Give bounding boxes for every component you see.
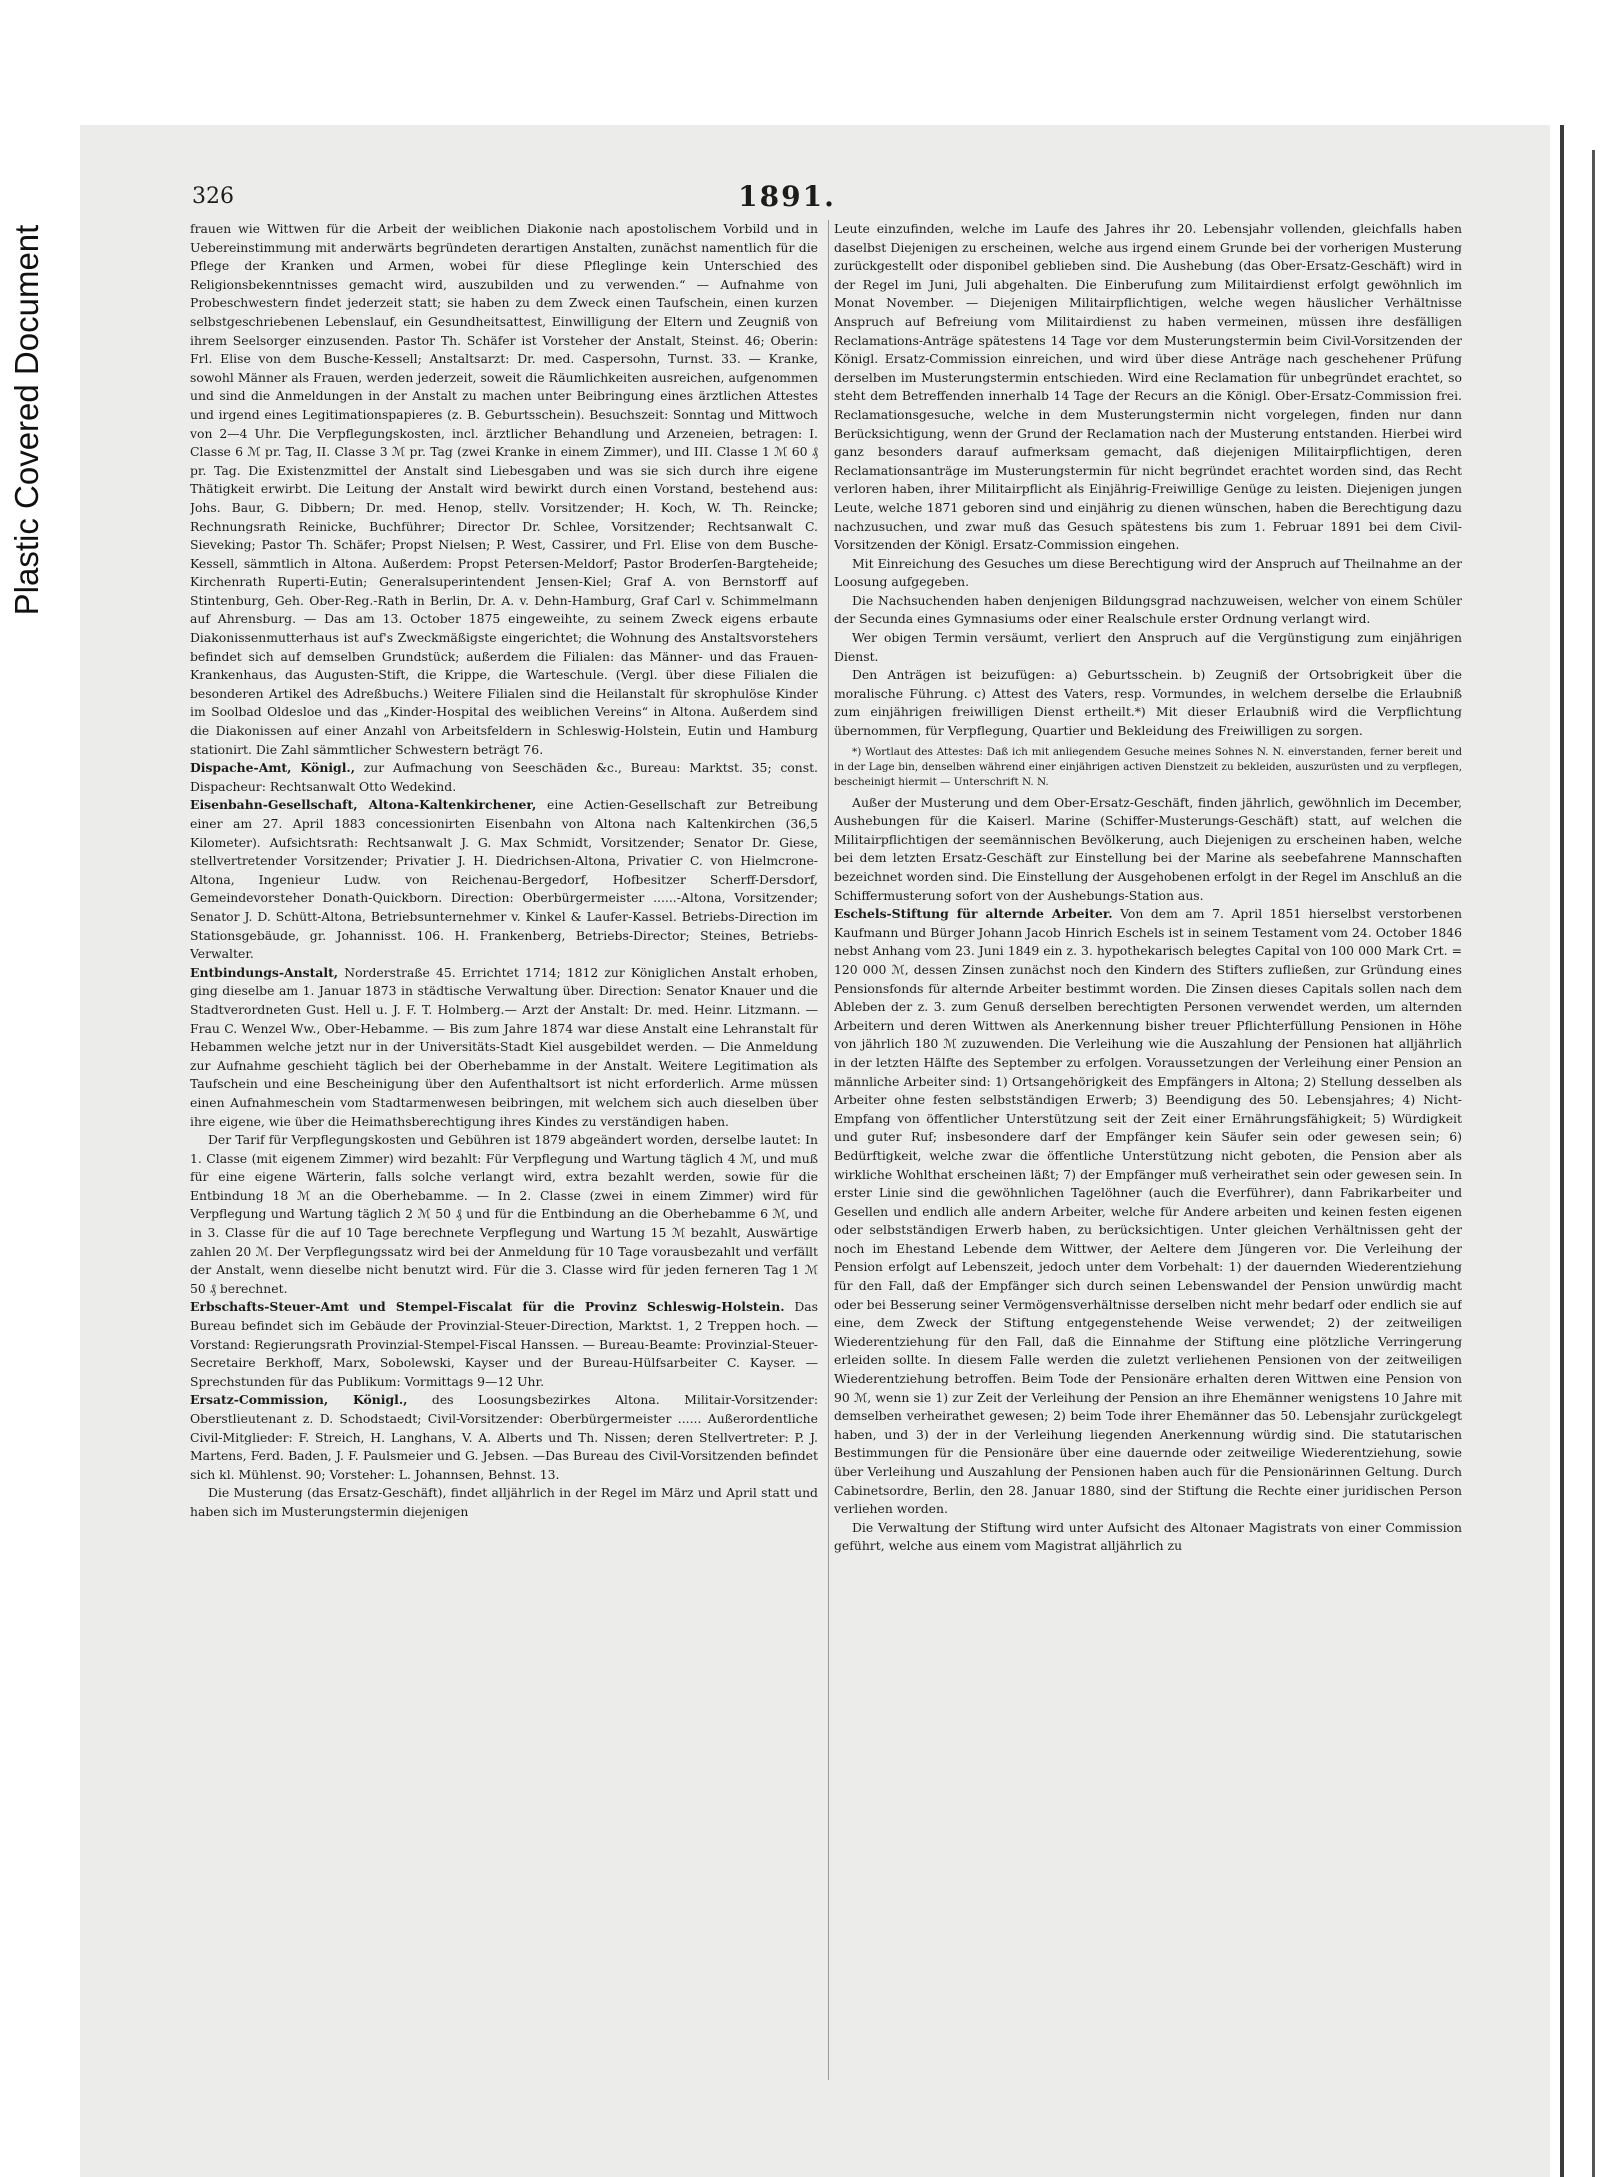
page-year: 1891. bbox=[738, 180, 836, 213]
page-edge bbox=[1560, 125, 1564, 2177]
paragraph: Außer der Musterung und dem Ober-Ersatz-Geschäft, finden jährlich, gewöhnlich im December, Aushebungen für die Kaiserl. Marine (Schiffer-Musterungs-Geschäft) statt, auf welchen die Militairpflichtigen der seemännischen Bevölkerung, auch Diejenigen zu erscheinen haben, welche bei dem letzten Ersatz-Geschäft zur Einstellung bei der Marine als seebefahrene Mannschaften bezeichnet worden sind. Die Einstellung der Ausgehobenen erfolgt in der Regel im Anschluß an die Schiffermusterung sofort von der Aushebungs-Station aus. bbox=[834, 794, 1462, 903]
paragraph: Die Nachsuchenden haben denjenigen Bildungsgrad nachzuweisen, welcher von einem Schüler der Secunda eines Gymnasiums oder einer Realschule erster Ordnung verlangt wird. bbox=[834, 592, 1462, 627]
page-edge-secondary bbox=[1592, 150, 1595, 2177]
side-label: Plastic Covered Document bbox=[8, 224, 45, 616]
entry-title: Ersatz-Commission, Königl., bbox=[190, 1392, 408, 1408]
entry-eisenbahn bbox=[190, 796, 818, 963]
entry-text: zur Aufmachung von Seeschäden &c., Bureau: Marktst. 35; const. Dispacheur: Rechtsanwalt Otto Wedekind. bbox=[190, 760, 818, 794]
footnote: *) Wortlaut des Attestes: Daß ich mit anliegendem Gesuche meines Sohnes N. N. einverstanden, ferner bereit und in der Lage bin, denselben während einer einjährigen activen Dienstzeit zu bekleiden, auszurüsten und zu verpflegen, bescheinigt hiermit — Unterschrift N. N. bbox=[834, 745, 1462, 788]
paragraph: frauen wie Wittwen für die Arbeit der weiblichen Diakonie nach apostolischem Vorbild und in Uebereinstimmung mit anderwärts begründeten derartigen Anstalten, zunächst namentlich für die Pflege der Kranken und Armen, wobei für diese Pfleglinge kein Unterschied des Religionsbekenntnisses gemacht wird, auszubilden und zu verwenden.“ — Aufnahme von Probeschwestern findet jederzeit statt; sie haben zu dem Zweck einen Taufschein, einen kurzen selbstgeschriebenen Lebenslauf, ein Gesundheitsattest, Einwilligung der Eltern und Zeugniß von ihrem Seelsorger einzusenden. Pastor Th. Schäfer ist Vorsteher der Anstalt, Steinst. 46; Oberin: Frl. Elise von dem Busche-Kessell; Anstaltsarzt: Dr. med. Caspersohn, Turnst. 33. — Kranke, sowohl Männer als Frauen, werden jederzeit, soweit die Räumlichkeiten ausreichen, aufgenommen und sind die Anmeldungen in der Anstalt zu machen unter Beibringung eines ärztlichen Attestes und irgend eines Legitimationspapieres (z. B. Geburtsschein). Besuchszeit: Sonntag und Mittwoch von 2—4 Uhr. Die Verpflegungskosten, incl. ärztlicher Behandlung und Arzeneien, betragen: I. Classe 6 ℳ pr. Tag, II. Classe 3 ℳ pr. Tag (zwei Kranke in einem Zimmer), und III. Classe 1 ℳ 60 ₰ pr. Tag. Die Existenzmittel der Anstalt sind Liebesgaben und was sie sich durch ihre eigene Thätigkeit erwirbt. Die Leitung der Anstalt wird bewirkt durch einen Vorstand, bestehend aus: Johs. Baur, G. Dibbern; Dr. med. Henop, stellv. Vorsitzender; H. Koch, W. Th. Reincke; Rechnungsrath Reinicke, Buchführer; Director Dr. Schlee, Vorsitzender; Rechtsanwalt C. Sieveking; Pastor Th. Schäfer; Propst Nielsen; P. West, Cassirer, und Frl. Elise von dem Busche-Kessell, sämmtlich in Altona. Außerdem: Propst Petersen-Meldorf; Pastor Broderſen-Bargteheide; Kirchenrath Ruperti-Eutin; Generalsuperintendent Jensen-Kiel; Graf A. von Bernstorff auf Stintenburg, Geh. Ober-Reg.-Rath in Berlin, Dr. A. v. Dehn-Hamburg, Graf Carl v. Schimmelmann auf Ahrensburg. — Das am 13. October 1875 eingeweihte, zu seinem Zweck eigens erbaute Diakonissenmutterhaus ist auf's Zweckmäßigste eingerichtet; die Wohnung des Anstaltsvorstehers befindet sich auf demselben Grundstück; außerdem die Filialen: das Männer- und das Frauen-Krankenhaus, das Augusten-Stift, die Krippe, die Warteschule. (Vergl. über diese Filialen die besonderen Artikel des Adreßbuchs.) Weitere Filialen sind die Heilanstalt für skrophulöse Kinder im Soolbad Oldesloe und das „Kinder-Hospital des weiblichen Vereins“ in Altona. Außerdem sind die Diakonissen auf einer Anzahl von Arbeitsfeldern in Schleswig-Holstein, Eutin und Hamburg stationirt. Die Zahl sämmtlicher Schwestern beträgt 76. bbox=[190, 221, 818, 757]
entry-eschels bbox=[834, 905, 1462, 1519]
entry-entbindung bbox=[190, 964, 818, 1131]
entry-dispache bbox=[190, 759, 818, 796]
paragraph: Die Verwaltung der Stiftung wird unter Aufsicht des Altonaer Magistrats von einer Commission geführt, welche aus einem vom Magistrat alljährlich zu bbox=[834, 1519, 1462, 1554]
paragraph: Den Anträgen ist beizufügen: a) Geburtsschein. b) Zeugniß der Ortsobrigkeit über die moralische Führung. c) Attest des Vaters, resp. Vormundes, in welchem derselbe die Erlaubniß zum einjährigen freiwilligen Dienst ertheilt.*) Mit dieser Erlaubniß wird die Verpflichtung übernommen, für Verpflegung, Quartier und Bekleidung des Freiwilligen zu sorgen. bbox=[834, 667, 1462, 739]
paragraph: Wer obigen Termin versäumt, verliert den Anspruch auf die Vergünstigung zum einjährigen Dienst. bbox=[834, 630, 1462, 664]
entry-title: Erbschafts-Steuer-Amt und Stempel-Fiscalat für die Provinz Schleswig-Holstein. bbox=[190, 1299, 785, 1315]
right-column bbox=[834, 220, 1462, 2085]
entry-erbschaft bbox=[190, 1298, 818, 1391]
paragraph: Leute einzufinden, welche im Laufe des Jahres ihr 20. Lebensjahr vollenden, gleichfalls haben daselbst Diejenigen zu erscheinen, welche aus irgend einem Grunde bei der vorherigen Musterung zurückgestellt oder disponibel geblieben sind. Die Aushebung (das Ober-Ersatz-Geschäft) wird in der Regel im Juni, Juli abgehalten. Die Einberufung zum Militairdienst erfolgt gewöhnlich im Monat November. — Diejenigen Militairpflichtigen, welche wegen häuslicher Verhältnisse Anspruch auf Befreiung vom Militairdienst zu haben vermeinen, müssen ihre desfälligen Reclamations-Anträge spätestens 14 Tage vor dem Musterungstermin beim Civil-Vorsitzenden der Königl. Ersatz-Commission einreichen, und wird über diese Anträge nach geschehener Prüfung derselben im Musterungstermin entschieden. Wird eine Reclamation für unbegründet erachtet, so steht dem Betreffenden innerhalb 14 Tage der Recurs an die Königl. Ober-Ersatz-Commission frei. Reclamationsgesuche, welche in dem Musterungstermin nicht vorgelegen, finden nur dann Berücksichtigung, wenn der Grund der Reclamation nach der Musterung entstanden. Hierbei wird ganz besonders darauf aufmerksam gemacht, daß diejenigen Militairpflichtigen, deren Reclamationsanträge im Musterungstermin für nicht begründet erachtet worden sind, das Recht verloren haben, ihrer Militairpflicht als Einjährig-Freiwillige Genüge zu leisten. Diejenigen jungen Leute, welche 1871 geboren sind und einjährig zu dienen wünschen, haben die Berechtigung dazu nachzusuchen, und zwar muß das Gesuch spätestens bis zum 1. Februar 1891 bei dem Civil-Vorsitzenden der Königl. Ersatz-Commission eingehen. bbox=[834, 221, 1462, 553]
paragraph: Die Musterung (das Ersatz-Geschäft), findet alljährlich in der Regel im März und April statt und haben sich im Musterungstermin diejenigen bbox=[190, 1485, 818, 1519]
paragraph: Der Tarif für Verpflegungskosten und Gebühren ist 1879 abgeändert worden, derselbe lautet: In 1. Classe (mit eigenem Zimmer) wird bezahlt: Für Verpflegung und Wartung täglich 4 ℳ, und muß für eine eigene Wärterin, falls solche verlangt wird, extra bezahlt werden, sowie für die Entbindung 18 ℳ an die Oberhebamme. — In 2. Classe (zwei in einem Zimmer) wird für Verpflegung und Wartung täglich 2 ℳ 50 ₰ und für die Entbindung an die Oberhebamme 6 ℳ, und in 3. Classe für die auf 10 Tage berechnete Verpflegung und Wartung 15 ℳ bezahlt, Auswärtige zahlen 20 ℳ. Der Verpflegungssatz wird bei der Anmeldung für 10 Tage vorausbezahlt und verfällt der Anstalt, wenn dieselbe nicht benutzt wird. Für die 3. Classe wird für jeden ferneren Tag 1 ℳ 50 ₰ berechnet. bbox=[190, 1132, 818, 1296]
entry-text: Norderstraße 45. Errichtet 1714; 1812 zur Königlichen Anstalt erhoben, ging dieselbe am 1. Januar 1873 in städtische Verwaltung über. Direction: Senator Knauer und die Stadtverordneten Gust. Hell u. J. F. T. Holmberg.— Arzt der Anstalt: Dr. med. Heinr. Litzmann. — Frau C. Wenzel Ww., Ober-Hebamme. — Bis zum Jahre 1874 war diese Anstalt eine Lehranstalt für Hebammen welche jetzt nur in der Universitäts-Stadt Kiel ausgebildet werden. — Die Anmeldung zur Aufnahme geschieht täglich bei der Oberhebamme in der Anstalt. Weitere Legitimation als Taufschein und eine Bescheinigung über den Aufenthaltsort ist nicht erforderlich. Arme müssen einen Aufnahmeschein vom Stadtarmenwesen beibringen, mit welchem sich auch dieselben über ihre eigene, wie über die Heimathsberechtigung ihres Kindes zu verständigen haben. bbox=[190, 964, 818, 1129]
entry-text: Das Bureau befindet sich im Gebäude der Provinzial-Steuer-Direction, Marktst. 1, 2 Treppen hoch. — Vorstand: Regierungsrath Provinzial-Stempel-Fiscal Hanssen. — Bureau-Beamte: Provinzial-Steuer-Secretaire Berkhoff, Marx, Sobolewski, Kayser und der Bureau-Hülfsarbeiter C. Kayser. — Sprechstunden für das Publikum: Vormittags 9—12 Uhr. bbox=[190, 1299, 818, 1389]
entry-text: des Loosungsbezirkes Altona. Militair-Vorsitzender: Oberstlieutenant z. D. Schodstaedt; Civil-Vorsitzender: Oberbürgermeister ...... Außerordentliche Civil-Mitglieder: F. Streich, H. Langhans, V. A. Alberts und Th. Nissen; deren Stellvertreter: P. J. Martens, Ferd. Baden, J. F. Paulsmeier und G. Jebsen. —Das Bureau des Civil-Vorsitzenden befindet sich kl. Mühlenst. 90; Vorsteher: L. Johannsen, Behnst. 13. bbox=[190, 1392, 818, 1482]
entry-ersatz bbox=[190, 1391, 818, 1484]
entry-title: Eisenbahn-Gesellschaft, Altona-Kaltenkirchener, bbox=[190, 797, 537, 813]
page-number: 326 bbox=[192, 184, 234, 209]
entry-title: Eschels-Stiftung für alternde Arbeiter. bbox=[834, 906, 1113, 922]
column-divider bbox=[828, 220, 829, 2080]
entry-text: Von dem am 7. April 1851 hierselbst verstorbenen Kaufmann und Bürger Johann Jacob Hinrich Eschels ist in seinem Testament vom 24. October 1846 nebst Anhang vom 23. Juni 1849 ein z. 3. hypothekarisch belegtes Capital von 100 000 Mark Crt. = 120 000 ℳ, dessen Zinsen zunächst noch den Kindern des Stifters zufließen, zur Gründung eines Pensionsfonds für alternde Arbeiter bestimmt worden. Die Zinsen dieses Capitals sollen nach dem Ableben der z. 3. zum Genuß derselben berechtigten Personen verwendet werden, um alternden Arbeitern und deren Wittwen als Anerkennung bisher treuer Pflichterfüllung Pensionen in Höhe von jährlich 180 ℳ zuzuwenden. Die Verleihung wie die Auszahlung der Pensionen hat alljährlich in der letzten Hälfte des September zu erfolgen. Voraussetzungen der Verleihung einer Pension an männliche Arbeiter sind: 1) Ortsangehörigkeit des Empfängers in Altona; 2) Stellung desselben als Arbeiter ohne festen selbstständigen Erwerb; 3) Beendigung des 50. Lebensjahres; 4) Nicht-Empfang von öffentlicher Unterstützung seit der Zeit einer Ernährungsfähigkeit; 5) Würdigkeit und guter Ruf; insbesondere darf der Empfänger kein Säufer sein oder gewesen sein; 6) Bedürftigkeit, welche zwar die öffentliche Unterstützung nicht geboten, die Pension aber als wirkliche Wohlthat erscheinen läßt; 7) der Empfänger muß verheirathet sein oder gewesen sein. In erster Linie sind die gewöhnlichen Tagelöhner (auch die Everführer), dann Fabrikarbeiter und Gesellen und endlich alle andern Arbeiter, welche für Andere arbeiten und keinen festen eigenen oder selbstständigen Erwerb haben, zu berücksichtigen. Unter gleichen Verhältnissen geht der noch im Ehestand Lebende dem Wittwer, der Aeltere dem Jüngeren vor. Die Verleihung der Pension erfolgt auf Lebenszeit, jedoch unter dem Vorbehalt: 1) der dauernden Wiederentziehung für den Fall, daß der Empfänger sich durch seinen Lebenswandel der Pension unwürdig macht oder bei Besserung seiner Vermögensverhältnisse derselben nicht mehr bedarf oder endlich sie auf eine, dem Zweck der Stiftung entgegenstehende Weise verwendet; 2) der zeitweiligen Wiederentziehung für den Fall, daß die Einnahme der Stiftung eine plötzliche Verringerung erleiden sollte. In diesem Falle werden die zuletzt verliehenen Pensionen von der zeitweiligen Wiederentziehung betroffen. Beim Tode der Pensionäre erhalten deren Wittwen eine Pension von 90 ℳ, wenn sie 1) zur Zeit der Verleihung der Pension an ihre Ehemänner wenigstens 10 Jahre mit demselben verheirathet gewesen; 2) beim Tode ihrer Ehemänner das 50. Lebensjahr zurückgelegt haben, und 3) der in der Verleihung liegenden Anerkennung würdig sind. Die statutarischen Bestimmungen für die Pensionäre über eine dauernde oder zeitweilige Wiederentziehung, sowie über Verleihung und Auszahlung der Pensionen haben auch für die Pensionärinnen Geltung. Durch Cabinetsordre, Berlin, den 28. Januar 1880, sind der Stiftung die Rechte einer juridischen Person verliehen worden. bbox=[834, 906, 1462, 1517]
page-header bbox=[112, 180, 1462, 216]
entry-text: eine Actien-Gesellschaft zur Betreibung einer am 27. April 1883 concessionirten Eisenbahn von Altona nach Kaltenkirchen (36,5 Kilometer). Aufsichtsrath: Rechtsanwalt J. G. Max Schmidt, Vorsitzender; Senator Dr. Giese, stellvertretender Vorsitzender; Privatier J. H. Diedrichsen-Altona, Privatier C. von Hielmcrone-Altona, Ingenieur Ludw. von Reichenau-Bergedorf, Hofbesitzer Scherff-Dersdorf, Gemeindevorsteher Donath-Quickborn. Direction: Oberbürgermeister ......-Altona, Vorsitzender; Senator J. D. Schütt-Altona, Betriebsunternehmer v. Kinkel & Laufer-Kassel. Betriebs-Direction im Stationsgebäude, gr. Johannisst. 106. H. Frankenberg, Betriebs-Director; Steines, Betriebs-Verwalter. bbox=[190, 797, 818, 962]
entry-title: Entbindungs-Anstalt, bbox=[190, 964, 339, 980]
paragraph: Mit Einreichung des Gesuches um diese Berechtigung wird der Anspruch auf Theilnahme an der Loosung aufgegeben. bbox=[834, 555, 1462, 590]
left-column bbox=[190, 220, 818, 2085]
entry-title: Dispache-Amt, Königl., bbox=[190, 760, 356, 776]
document-page bbox=[112, 180, 1462, 2060]
